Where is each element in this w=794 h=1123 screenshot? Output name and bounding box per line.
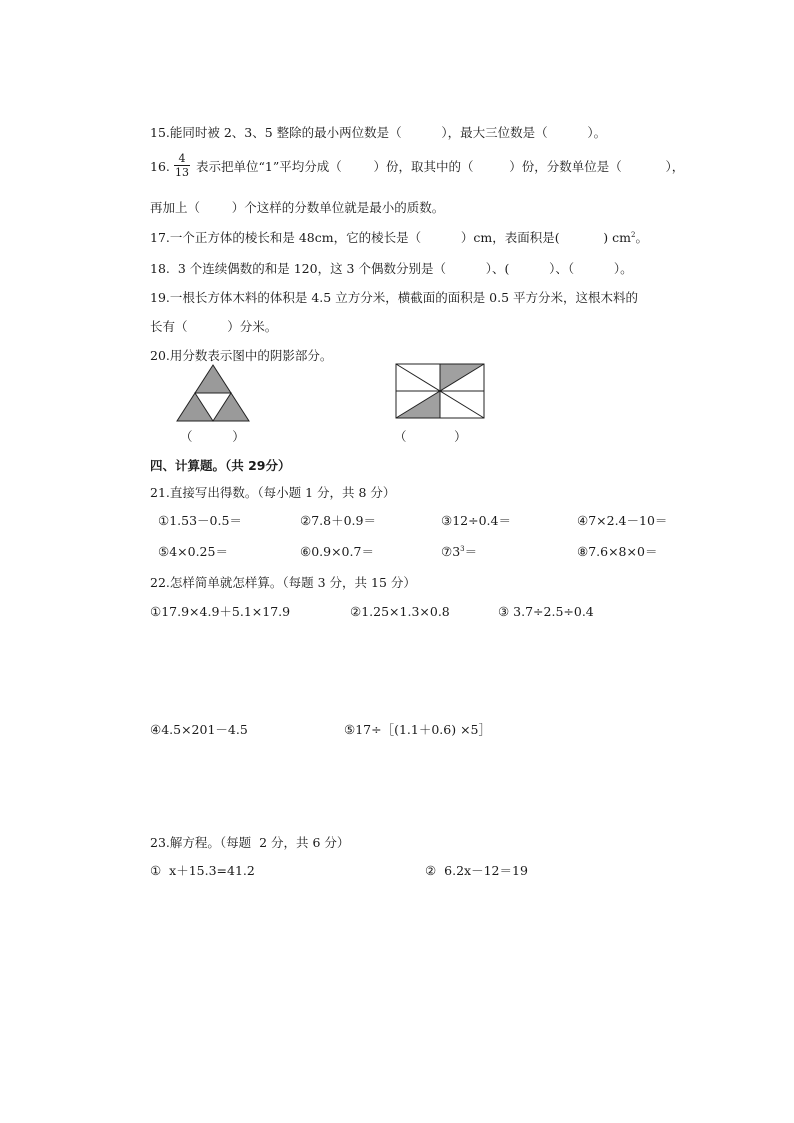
- question-16-prefix: 16.: [150, 159, 170, 174]
- q21-item-7-end: ＝: [464, 544, 478, 559]
- question-17: [150, 229, 648, 247]
- question-18: 18. 3 个连续偶数的和是 120，这 3 个偶数分别是（ ）、( ）、（ ）。: [150, 261, 633, 276]
- q23-item-2: ② 6.2x－12＝19: [425, 863, 528, 878]
- q21-item-2: ②7.8＋0.9＝: [300, 513, 376, 528]
- q21-item-6: ⑥0.9×0.7＝: [300, 544, 374, 559]
- fraction-numerator: 4: [174, 152, 190, 166]
- section-4-heading: 四、计算题。（共 29分）: [150, 458, 291, 473]
- q21-item-5: ⑤4×0.25＝: [158, 544, 228, 559]
- q21-item-3: ③12÷0.4＝: [441, 513, 511, 528]
- question-17-end: 。: [635, 230, 648, 245]
- q22-item-2: ②1.25×1.3×0.8: [350, 604, 450, 619]
- q22-item-4: ④4.5×201－4.5: [150, 722, 248, 737]
- q21-item-7: [441, 543, 477, 561]
- figure-2-answer-blank: （ ）: [394, 429, 467, 444]
- question-21-title: 21.直接写出得数。（每小题 1 分，共 8 分）: [150, 485, 396, 500]
- question-15: 15.能同时被 2、3、5 整除的最小两位数是（ ），最大三位数是（ ）。: [150, 125, 607, 140]
- question-19-line1: 19.一根长方体木料的体积是 4.5 立方分米，横截面的面积是 0.5 平方分米，这根木料的: [150, 290, 639, 305]
- question-22-title: 22.怎样简单就怎样算。（每题 3 分，共 15 分）: [150, 575, 416, 590]
- q22-item-5: ⑤17÷［(1.1＋0.6) ×5］: [344, 722, 491, 737]
- question-16-text: 表示把单位“1”平均分成（ ）份，取其中的（ ）份，分数单位是（ ），: [192, 159, 685, 174]
- rectangle-figure: [394, 362, 486, 420]
- q23-item-1: ① x＋15.3=41.2: [150, 863, 255, 878]
- q21-item-8: ⑧7.6×8×0＝: [577, 544, 658, 559]
- cube-superscript: 3: [460, 544, 465, 553]
- q21-item-7-base: ⑦3: [441, 544, 461, 559]
- triangle-figure: [175, 363, 255, 423]
- figure-1-answer-blank: （ ）: [180, 429, 245, 444]
- question-20: 20.用分数表示图中的阴影部分。: [150, 348, 333, 363]
- question-19-line2: 长有（ ）分米。: [150, 319, 278, 334]
- fraction-denominator: 13: [175, 166, 189, 179]
- q22-item-3: ③ 3.7÷2.5÷0.4: [498, 604, 594, 619]
- q22-item-1: ①17.9×4.9＋5.1×17.9: [150, 604, 291, 619]
- question-17-text: 17.一个正方体的棱长和是 48cm，它的棱长是（ ）cm，表面积是( ) cm: [150, 230, 631, 245]
- question-23-title: 23.解方程。（每题 2 分，共 6 分）: [150, 835, 350, 850]
- q21-item-4: ④7×2.4－10＝: [577, 513, 668, 528]
- question-16-fraction: [174, 152, 190, 179]
- question-16-line2: 再加上（ ）个这样的分数单位就是最小的质数。: [150, 200, 445, 215]
- squared-superscript: 2: [631, 230, 636, 239]
- q21-item-1: ①1.53－0.5＝: [158, 513, 242, 528]
